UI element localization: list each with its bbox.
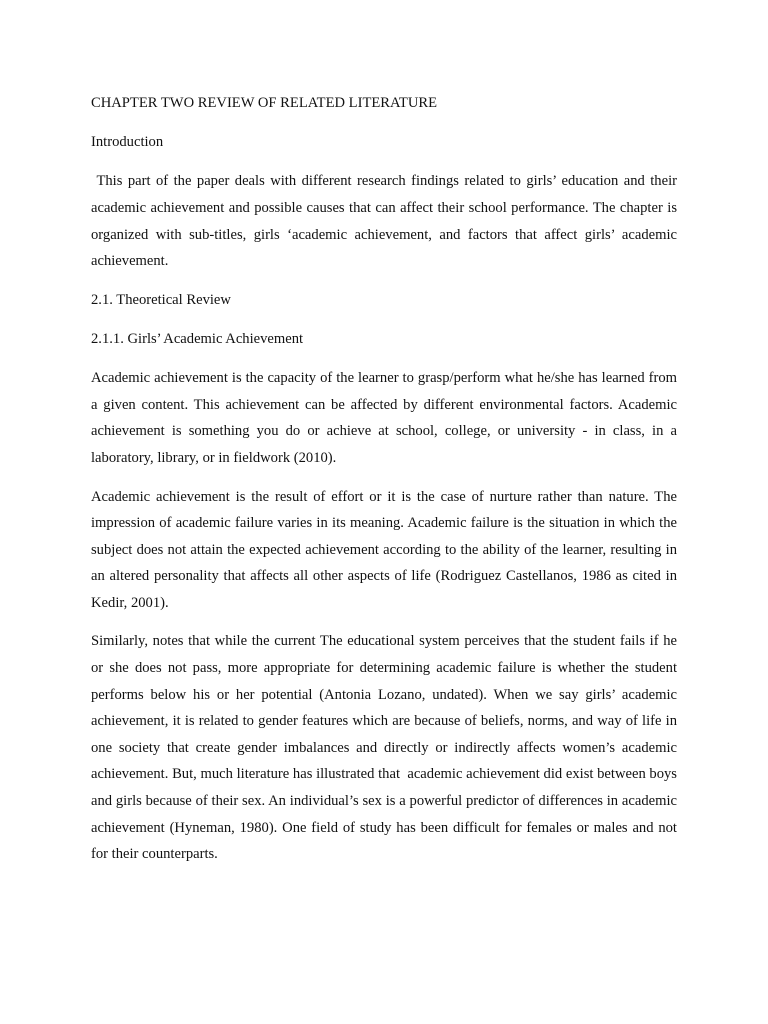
- introduction-heading: Introduction: [91, 134, 164, 151]
- chapter-title: CHAPTER TWO REVIEW OF RELATED LITERATURE: [91, 95, 438, 111]
- section-heading: 2.1. Theoretical Review: [91, 291, 231, 308]
- body-paragraph-1: Academic achievement is the capacity of the learner to grasp/perform what he/she has learned from a given content. This achievement can be affected by different environmental factors. Academic achievement is something you do or achieve at school, college, or university - in class, in a laboratory, library, or in fieldwork (2010).: [91, 370, 677, 466]
- document-page: [91, 90, 681, 880]
- body-paragraph-2: Academic achievement is the result of effort or it is the case of nurture rather than nature. The impression of academic failure varies in its meaning. Academic failure is the situation in which the subject does not attain the expected achievement according to the ability of the learner, resulting in an altered personality that affects all other aspects of life (Rodriguez Castellanos, 1986 as cited in Kedir, 2001).: [91, 488, 677, 611]
- body-paragraph-3: Similarly, notes that while the current The educational system perceives that the student fails if he or she does not pass, more appropriate for determining academic failure is whether the student performs below his or her potential (Antonia Lozano, undated). When we say girls’ academic achievement, it is related to gender features which are because of beliefs, norms, and way of life in one society that create gender imbalances and directly or indirectly affects women’s academic achievement. But, much literature has illustrated that academic achievement did exist between boys and girls because of their sex. An individual’s sex is a powerful predictor of differences in academic achievement (Hyneman, 1980). One field of study has been difficult for females or males and not for their counterparts.: [91, 633, 681, 863]
- introduction-paragraph: This part of the paper deals with different research findings related to girls’ education and their academic achievement and possible causes that can affect their school performance. The chapter is organized with sub-titles, girls ‘academic achievement, and factors that affect girls’ academic achievement.: [91, 173, 681, 270]
- subsection-heading: 2.1.1. Girls’ Academic Achievement: [91, 330, 304, 347]
